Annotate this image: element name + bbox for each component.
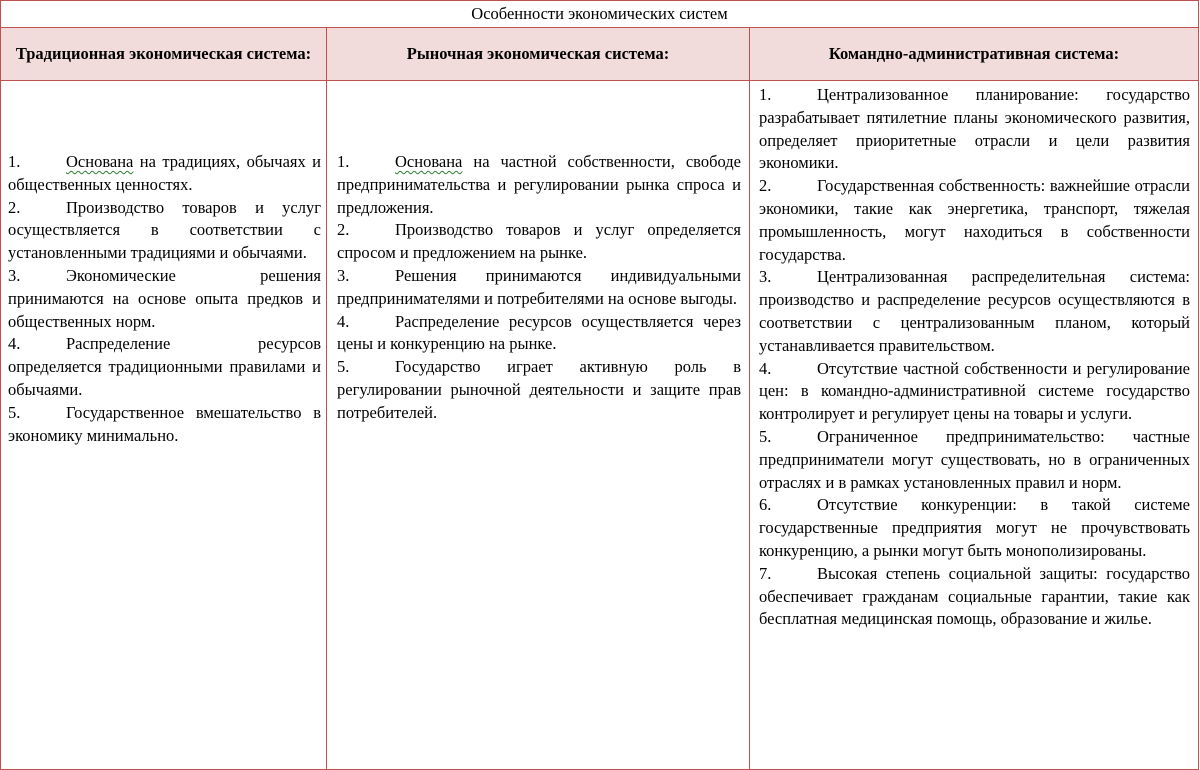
traditional-column (1, 81, 327, 770)
list-item: 1. Централизованное планирование: государство разрабатывает пятилетние планы экономического развития, определяет приоритетные отрасли и цели развития экономики. (759, 85, 1190, 173)
list-item: 5. Государственное вмешательство в экономику минимально. (8, 402, 322, 445)
list-item: 7. Высокая степень социальной защиты: государство обеспечивает гражданам социальные гарантии, такие как бесплатная медицинская помощь, образование и жилье. (759, 563, 1190, 629)
header-row (1, 28, 1199, 81)
list-item: 5. Государство играет активную роль в регулировании рыночной деятельности и защите прав потребителей. (337, 357, 741, 422)
list-item: 6. Отсутствие конкуренции: в такой системе государственные предприятия могут не прочувствовать конкуренцию, а рынки могут быть монополизированы. (759, 495, 1190, 560)
command-column (750, 81, 1199, 770)
list-item: 4. Отсутствие частной собственности и регулирование цен: в командно-административной системе государство контролирует и регулирует цены на товары и услуги. (759, 358, 1190, 424)
list-item: 1. Основана на традициях, обычаях и общественных ценностях. (8, 152, 321, 194)
list-item: 4. Распределение ресурсов осуществляется через цены и конкуренцию на рынке. (337, 311, 742, 354)
header-market: Рыночная экономическая система: (327, 28, 750, 81)
table-title: Особенности экономических систем (1, 1, 1199, 28)
content-row (1, 81, 1199, 770)
list-item: 2. Государственная собственность: важнейшие отрасли экономики, такие как энергетика, транспорт, тяжелая промышленность, могут находиться в собственности государства. (759, 176, 1191, 264)
list-item: 1. Основана на частной собственности, свободе предпринимательства и регулировании рынка спроса и предложения. (337, 152, 741, 217)
list-item: 3. Экономические решения принимаются на основе опыта предков и общественных норм. (8, 265, 321, 331)
market-column (327, 81, 750, 770)
header-traditional: Традиционная экономическая система: (1, 28, 327, 81)
header-command: Командно-административная система: (750, 28, 1199, 81)
list-item: 2. Производство товаров и услуг определяется спросом и предложением на рынке. (337, 220, 742, 263)
list-item: 4. Распределение ресурсов определяется традиционными правилами и обычаями. (8, 334, 321, 399)
title-row (1, 1, 1199, 28)
list-item: 5. Ограниченное предпринимательство: частные предприниматели могут существовать, но в ограниченных отраслях и в рамках установленных правил и норм. (759, 426, 1190, 492)
list-item: 2. Производство товаров и услуг осуществляется в соответствии с установленными традициями и обычаями. (8, 197, 321, 263)
list-item: 3. Централизованная распределительная система: производство и распределение ресурсов осуществляются в соответствии с централизованным планом, который устанавливается правительством. (759, 267, 1190, 355)
list-item: 3. Решения принимаются индивидуальными предпринимателями и потребителями на основе выгоды. (337, 265, 741, 308)
